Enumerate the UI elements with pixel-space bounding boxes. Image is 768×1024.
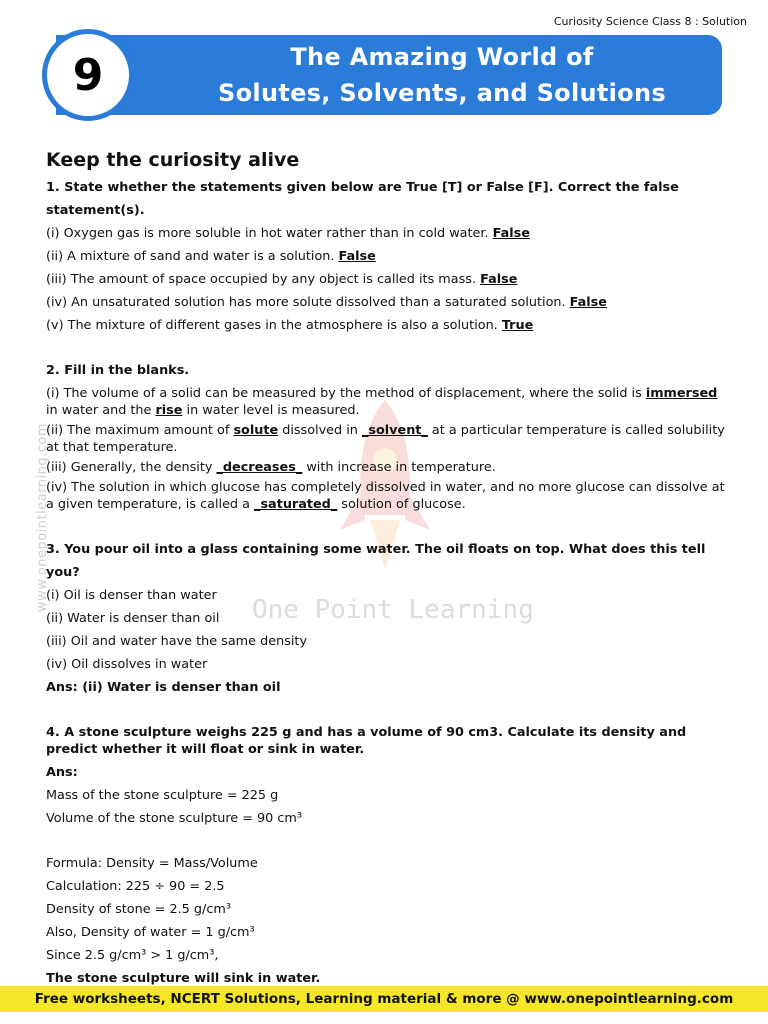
q1-item-3: (iii) The amount of space occupied by any object is called its mass. False <box>46 272 518 287</box>
worksheet-content <box>46 146 726 990</box>
chapter-number: 9 <box>72 49 104 101</box>
q2-item-4: (iv) The solution in which glucose has completely dissolved in water, and no more glucose can dissolve at a given temperature, is called a _saturated_ solution of glucose. <box>46 480 725 512</box>
brand-watermark: One Point Learning <box>252 595 534 625</box>
q4-conclusion: The stone sculpture will sink in water. <box>46 971 321 986</box>
q4-line: Formula: Density = Mass/Volume <box>46 856 258 871</box>
q4-line: Also, Density of water = 1 g/cm³ <box>46 925 255 940</box>
q4-line: Volume of the stone sculpture = 90 cm³ <box>46 811 303 826</box>
question-3: 3. You pour oil into a glass containing some water. The oil floats on top. What does this tell you? <box>46 542 706 580</box>
question-1: 1. State whether the statements given below are True [T] or False [F]. Correct the false statement(s). <box>46 180 679 218</box>
chapter-title-line-1: The Amazing World of <box>290 43 594 71</box>
q4-line: Since 2.5 g/cm³ > 1 g/cm³, <box>46 948 219 963</box>
section-heading: Keep the curiosity alive <box>46 149 300 171</box>
q1-item-2: (ii) A mixture of sand and water is a solution. False <box>46 249 376 264</box>
q1-item-4: (iv) An unsaturated solution has more solute dissolved than a saturated solution. False <box>46 295 607 310</box>
q4-line: Mass of the stone sculpture = 225 g <box>46 788 279 803</box>
chapter-title-line-2: Solutes, Solvents, and Solutions <box>218 79 666 107</box>
q1-answer-4: False <box>569 295 607 310</box>
footer-banner: Free worksheets, NCERT Solutions, Learning material & more @ www.onepointlearning.com <box>0 986 768 1012</box>
side-watermark: www.onepointlearning.com <box>35 422 51 613</box>
chapter-title <box>174 39 710 111</box>
q2-item-1: (i) The volume of a solid can be measured by the method of displacement, where the solid is immersed in water and the rise in water level is measured. <box>46 386 718 418</box>
q3-option-1: (i) Oil is denser than water <box>46 588 217 603</box>
q1-item-1: (i) Oxygen gas is more soluble in hot water rather than in cold water. False <box>46 226 530 241</box>
q3-option-3: (iii) Oil and water have the same density <box>46 634 308 649</box>
q2-item-2: (ii) The maximum amount of solute dissolved in _solvent_ at a particular temperature is called solubility at that temperature. <box>46 423 725 455</box>
top-note: Curiosity Science Class 8 : Solution <box>553 15 747 28</box>
chapter-number-badge <box>42 29 134 121</box>
q4-line: Calculation: 225 ÷ 90 = 2.5 <box>46 879 225 894</box>
chapter-banner <box>56 35 722 115</box>
q2-item-3: (iii) Generally, the density _decreases_ with increase in temperature. <box>46 460 496 475</box>
question-4: 4. A stone sculpture weighs 225 g and has a volume of 90 cm3. Calculate its density and predict whether it will float or sink in water. <box>46 725 687 757</box>
q4-line: Density of stone = 2.5 g/cm³ <box>46 902 231 917</box>
question-2: 2. Fill in the blanks. <box>46 363 190 378</box>
q3-answer: Ans: (ii) Water is denser than oil <box>46 680 281 695</box>
q1-answer-3: False <box>480 272 518 287</box>
q1-answer-5: True <box>501 318 534 333</box>
q1-answer-2: False <box>338 249 376 264</box>
q3-option-2: (ii) Water is denser than oil <box>46 611 220 626</box>
q1-answer-1: False <box>492 226 530 241</box>
q1-item-5: (v) The mixture of different gases in the atmosphere is also a solution. True <box>46 318 534 333</box>
q4-answer-label: Ans: <box>46 765 78 780</box>
q3-option-4: (iv) Oil dissolves in water <box>46 657 208 672</box>
